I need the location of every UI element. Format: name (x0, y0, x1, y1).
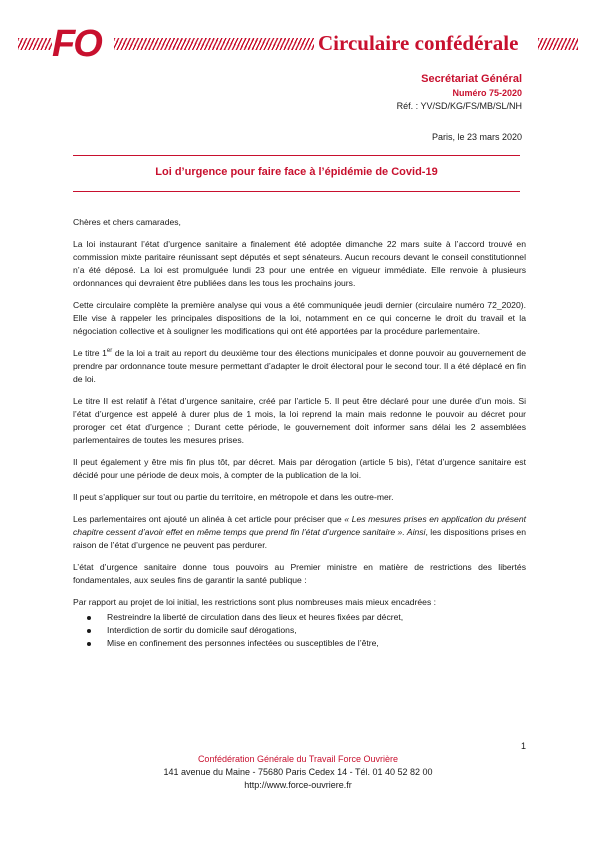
paragraph: Il peut également y être mis fin plus tôt, par décret. Mais par dérogation (article 5 bis), l’état d’urgence sanitaire est décidé pour une période de deux mois, à compter de la publication de la loi. (73, 457, 526, 480)
letterhead (18, 23, 580, 66)
list-item (73, 637, 526, 650)
title-rule-top (73, 155, 520, 156)
paragraph (73, 513, 526, 552)
bullet-icon (87, 629, 91, 633)
title-rule-bottom (73, 191, 520, 192)
secretariat-label: Secrétariat Général (421, 73, 522, 85)
hatch-decoration-right (538, 38, 578, 50)
paragraph: Cette circulaire complète la première analyse qui vous a été communiquée jeudi dernier (circulaire numéro 72_2020). Elle vise à rappeler les principales dispositions de la loi, notamment en ce qui concerne le droit du travail et la négociation collective et à souligner les modifications qui ont été apportées par la procédure parlementaire. (73, 300, 526, 336)
superscript: er (106, 348, 113, 355)
bullet-icon (87, 642, 91, 646)
document-body (73, 216, 526, 650)
document-title: Loi d’urgence pour faire face à l’épidémie de Covid-19 (155, 166, 438, 178)
paragraph-text: Le titre 1 (73, 348, 107, 358)
quotation: « Les mesures prises en application du présent chapitre cessent d’avoir effet en même temps que prend fin l’état d’urgence sanitaire ». Ainsi (73, 514, 526, 537)
bullet-icon (87, 616, 91, 620)
list-item-text: Mise en confinement des personnes infectées ou susceptibles de l’être, (107, 638, 379, 648)
paragraph: La loi instaurant l’état d’urgence sanitaire a finalement été adoptée dimanche 22 mars suite à l’accord trouvé en commission mixte paritaire réunissant sept députés et sept sénateurs. Aucun recours devant le conseil constitutionnel n’a été déposé. La loi est promulguée lundi 23 pour une entrée en vigueur immédiate. Elle renvoie à plusieurs ordonnances qui devraient être publiées dans les tous les prochains jours. (73, 239, 526, 288)
document-date: Paris, le 23 mars 2020 (431, 132, 522, 142)
footer-website-link[interactable]: http://www.force-ouvriere.fr (244, 780, 352, 790)
fo-logo: FO (52, 23, 101, 65)
paragraph-text: de la loi a trait au report du deuxième tour des élections municipales et donne pouvoir au gouvernement de prendre par ordonnance toute mesure permettant d’adapter le droit électoral pour le second tour. Il a été déplacé en fin de loi. (73, 348, 526, 384)
footer-address: 141 avenue du Maine - 75680 Paris Cedex 14 - Tél. 01 40 52 82 00 (163, 767, 433, 777)
paragraph: Le titre II est relatif à l’état d’urgence sanitaire, créé par l’article 5. Il peut être déclaré pour une durée d’un mois. Si l’état d’urgence est appelé à durer plus de 1 mois, la loi reprend la main mais redonne le pouvoir au décret pour proroger cet état d’urgence ; Durant cette période, le gouvernement doit informer sans délai les 2 assemblées parlementaires de toutes les mesures prises. (73, 396, 526, 445)
list-item-text: Interdiction de sortir du domicile sauf dérogations, (107, 625, 297, 635)
paragraph: Par rapport au projet de loi initial, les restrictions sont plus nombreuses mais mieux encadrées : (73, 597, 437, 607)
list-item-text: Restreindre la liberté de circulation dans des lieux et heures fixées par décret, (107, 612, 404, 622)
list-item (73, 624, 526, 637)
paragraph: Il peut s’appliquer sur tout ou partie du territoire, en métropole et dans les outre-mer. (73, 492, 394, 502)
paragraph (73, 347, 526, 386)
greeting: Chères et chers camarades, (73, 217, 181, 227)
circular-title: Circulaire confédérale (318, 31, 519, 55)
hatch-decoration-left (18, 38, 52, 50)
reference: Réf. : YV/SD/KG/FS/MB/SL/NH (396, 101, 522, 111)
document-meta (397, 72, 522, 113)
paragraph-text: , les dispositions prises en raison de l’état d’urgence ne peuvent pas perdurer. (73, 527, 526, 550)
restrictions-list (73, 611, 526, 650)
hatch-decoration-middle (114, 38, 314, 50)
page-number: 1 (520, 741, 526, 751)
footer (0, 753, 596, 792)
list-item (73, 611, 526, 624)
circular-number: Numéro 75-2020 (452, 88, 522, 98)
paragraph-text: Les parlementaires ont ajouté un alinéa à cet article pour préciser que (73, 514, 345, 524)
paragraph: L’état d’urgence sanitaire donne tous pouvoirs au Premier ministre en matière de restrictions des libertés fondamentales, aux seules fins de garantir la santé publique : (73, 562, 526, 585)
footer-organization: Confédération Générale du Travail Force Ouvrière (197, 754, 399, 764)
